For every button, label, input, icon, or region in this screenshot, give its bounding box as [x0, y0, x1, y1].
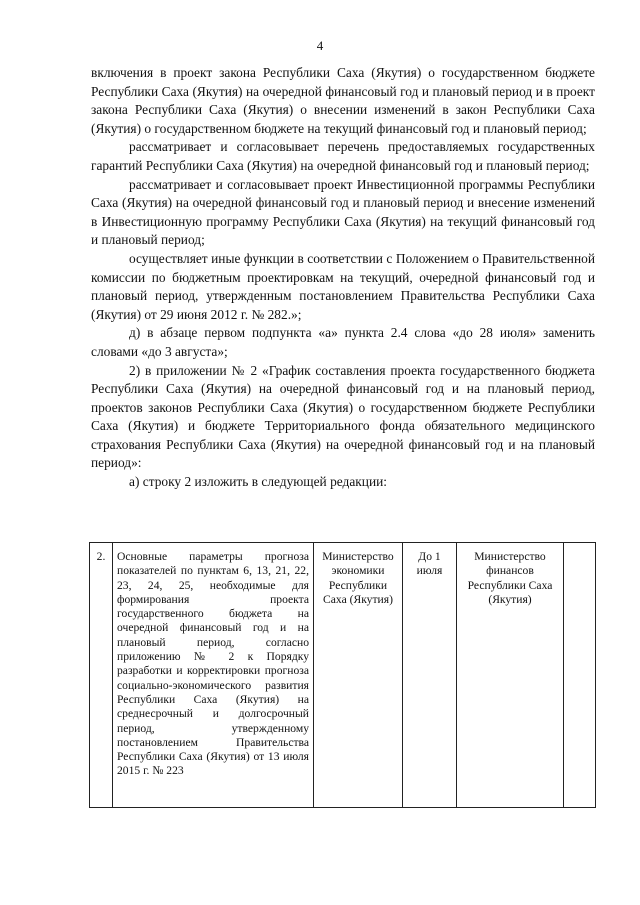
paragraph: а) строку 2 изложить в следующей редакции: [129, 474, 388, 490]
paragraph: д) в абзаце первом подпункта «а» пункта 2.4 слова «до 28 июля» заменить словами «до 3 августа»; [91, 325, 595, 359]
paragraph: включения в проект закона Республики Саха (Якутия) о государственном бюджете Республики Саха (Якутия) на очередной финансовый год и плановый период и в проект закона Республики Саха (Якутия) о внесении изменений в закон Республики Саха (Якутия) о государственном бюджете на текущий финансовый год и плановый период; [91, 65, 595, 136]
paragraph: рассматривает и согласовывает проект Инвестиционной программы Республики Саха (Якутия) на очередной финансовый год и плановый период и внесение изменений в Инвестиционную программу Республики Саха (Якутия) на текущий финансовый год и плановый период; [91, 176, 595, 248]
description-cell: Основные параметры прогноза показателей по пунктам 6, 13, 21, 22, 23, 24, 25, необходимые для формирования проекта государственного бюджета на очередной финансовый год и на плановый период, согласно приложению № 2 к Порядку разработки и корректировки прогноза социально-экономического развития Республики Саха (Якутия) на среднесрочный и долгосрочный период, утвержденному постановлением Правительства Республики Саха (Якутия) от 13 июля 2015 г. № 223 [113, 543, 314, 808]
empty-cell [564, 543, 596, 808]
row-number-cell: 2. [90, 543, 113, 808]
paragraph: рассматривает и согласовывает перечень предоставляемых государственных гарантий Республики Саха (Якутия) на очередной финансовый год и плановый период; [91, 139, 595, 173]
body-text [91, 64, 595, 492]
recipient-cell: Министерство финансов Республики Саха (Якутия) [457, 543, 564, 808]
paragraph: 2) в приложении № 2 «График составления проекта государственного бюджета Республики Саха (Якутия) на очередной финансовый год и на плановый период, проектов законов Республики Саха (Якутия) о государственном бюджете Республики Саха (Якутия) и бюджете Территориального фонда обязательного медицинского страхования Республики Саха (Якутия) на очередной финансовый год и на плановый период»: [91, 362, 595, 471]
table-row [90, 543, 596, 808]
page-number: 4 [316, 38, 324, 53]
paragraph: осуществляет иные функции в соответствии с Положением о Правительственной комиссии по бюджетным проектировкам на текущий, очередной финансовый год и плановый период, утвержденным постановлением Правительства Республики Саха (Якутия) от 29 июня 2012 г. № 282.»; [91, 250, 595, 322]
schedule-table [89, 542, 596, 808]
deadline-cell: До 1 июля [403, 543, 457, 808]
submitter-cell: Министерство экономики Республики Саха (Якутия) [314, 543, 403, 808]
